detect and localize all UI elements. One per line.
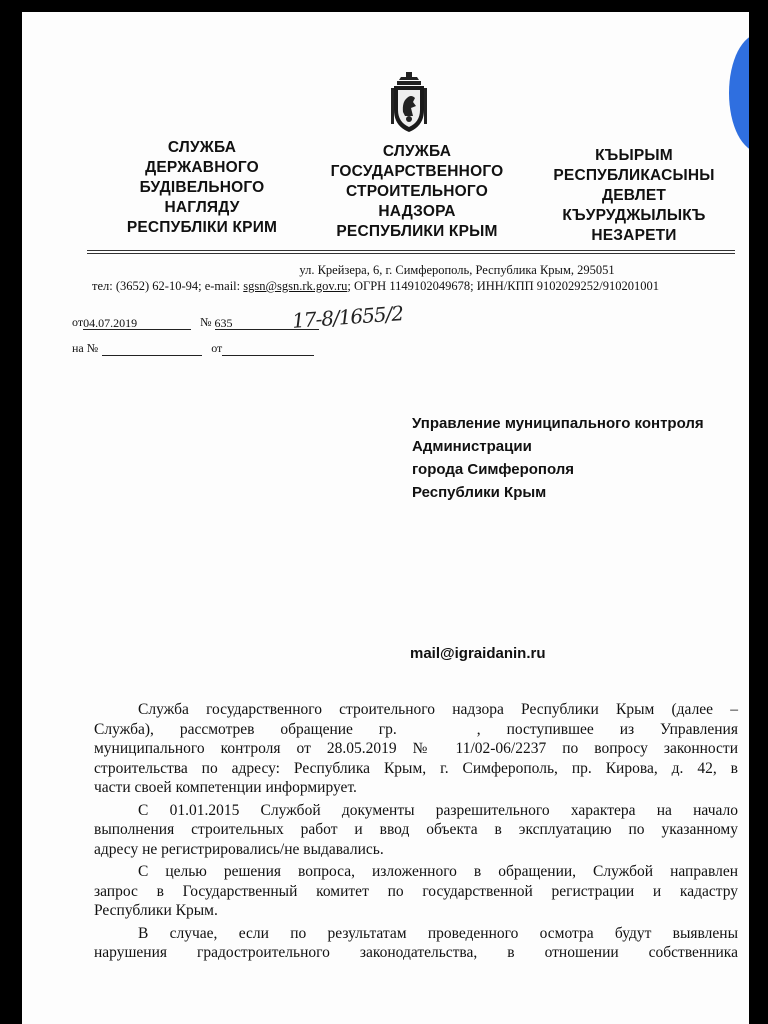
text-line: В случае, если по результатам проведенного осмотра будут выявлены [138, 924, 738, 942]
text-line: адресу не регистрировались/не выдавались. [94, 840, 384, 858]
recipient-block [412, 412, 704, 504]
text-line: выполнения строительных работ и ввод объекта в эксплуатацию по указанному [94, 821, 738, 838]
reference-number-field [102, 342, 202, 356]
paragraph-4 [94, 924, 738, 963]
outgoing-date-row [72, 315, 319, 330]
header-line: КЪУРУДЖЫЛЫКЪ [562, 207, 706, 224]
from-label: от [72, 315, 84, 329]
header-line: ДЕВЛЕТ [601, 187, 667, 204]
header-line: СЛУЖБА [382, 143, 452, 160]
letter-page [22, 12, 749, 1024]
letter-body [94, 700, 738, 966]
blue-overlay-edge [729, 34, 749, 152]
crimea-coat-of-arms-emblem [391, 72, 427, 134]
registration-text: ; ОГРН 1149102049678; ИНН/КПП 9102029252/910201001 [347, 279, 659, 293]
header-russian [312, 142, 522, 242]
paragraph-3 [94, 862, 738, 921]
paragraph-1 [94, 700, 738, 798]
header-rule-bottom [87, 253, 735, 254]
recipient-email[interactable]: mail@igraidanin.ru [410, 645, 546, 662]
text-line: части своей компетенции информирует. [94, 779, 357, 796]
text-fragment: Служба), рассмотрев обращение гр. [94, 720, 397, 738]
date-value: 04.07.2019 [83, 316, 138, 330]
header-line: НАГЛЯДУ [164, 199, 240, 216]
reference-number-label: на № [72, 341, 99, 355]
contact-email-link[interactable]: sgsn@sgsn.rk.gov.ru [243, 279, 348, 293]
text-line: Служба государственного строительного надзора Республики Крым (далее – [138, 701, 738, 718]
text-line [94, 720, 738, 740]
handwritten-registration-number: 17-8/1655/2 [291, 301, 404, 333]
header-ukrainian [107, 138, 297, 238]
text-line: строительства по адресу: Республика Крым, г. Симферополь, пр. Кирова, д. 42, в [94, 759, 738, 777]
header-line: РЕСПУБЛІКИ КРИМ [126, 219, 278, 236]
recipient-line: Управление муниципального контроля [412, 415, 704, 432]
header-line: ГОСУДАРСТВЕННОГО [330, 163, 504, 180]
contact-line [92, 278, 742, 294]
text-fragment: , поступившее из Управления [476, 720, 738, 738]
reference-date-field [222, 342, 314, 356]
header-rule-top [87, 250, 735, 251]
recipient-line: Администрации [412, 438, 532, 455]
text-line: запрос в Государственный комитет по государственной регистрации и кадастру [94, 882, 738, 900]
recipient-line: города Симферополя [412, 461, 575, 478]
paragraph-2 [94, 801, 738, 860]
text-line: нарушения градостроительного законодательства, в отношении собственника [94, 944, 738, 961]
text-line: Республики Крым. [94, 902, 218, 919]
header-line: НЕЗАРЕТИ [591, 227, 677, 244]
header-line: ДЕРЖАВНОГО [145, 159, 259, 176]
header-line: КЪЫРЫМ [595, 147, 673, 164]
text-line: С целью решения вопроса, изложенного в обращении, Службой направлен [138, 863, 738, 880]
number-value: 635 [214, 316, 233, 330]
header-line: НАДЗОРА [378, 203, 456, 220]
postal-address: ул. Крейзера, 6, г. Симферополь, Республика Крым, 295051 [299, 263, 615, 277]
reference-row [72, 341, 314, 356]
header-line: БУДІВЕЛЬНОГО [139, 179, 265, 196]
header-line: РЕСПУБЛИКИ КРЫМ [336, 223, 498, 240]
phone-text: тел: (3652) 62-10-94; e-mail: [92, 279, 244, 293]
text-line: муниципального контроля от 28.05.2019 № 11/02-06/2237 по вопросу законности [94, 740, 738, 757]
number-label: № [200, 315, 212, 329]
header-line: СЛУЖБА [167, 139, 237, 156]
header-line: РЕСПУБЛИКАСЫНЫ [553, 167, 715, 184]
date-field [83, 316, 191, 330]
header-crimean-tatar [534, 146, 734, 246]
reference-date-label: от [211, 341, 223, 355]
text-line: С 01.01.2015 Службой документы разрешительного характера на начало [138, 801, 738, 819]
header-line: СТРОИТЕЛЬНОГО [346, 183, 488, 200]
recipient-line: Республики Крым [412, 484, 547, 501]
